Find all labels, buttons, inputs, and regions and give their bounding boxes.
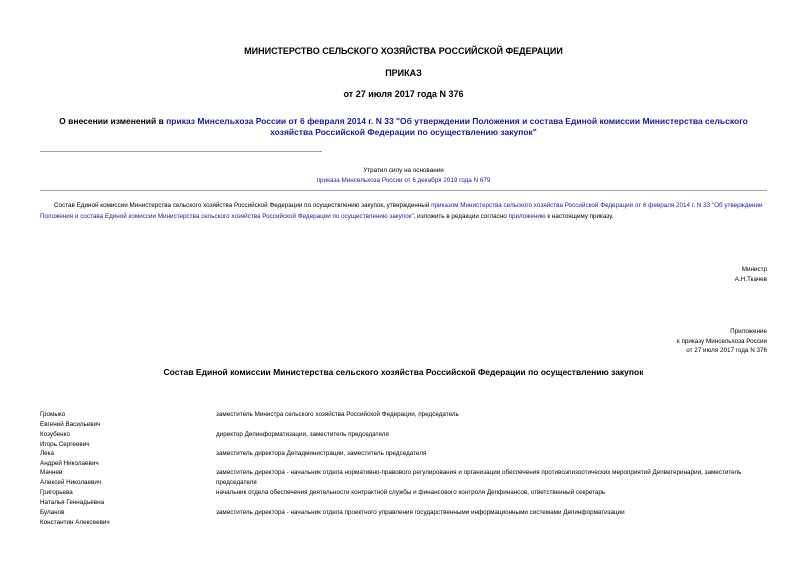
signature-block [735, 265, 767, 284]
document-date-number: от 27 июля 2017 года N 376 [343, 89, 464, 99]
member-role: заместитель директора - начальник отдела нормативно-правового регулирования и организации обеспечения противоэпизоотических мероприятий Депветеринарии, заместитель председателя [216, 469, 742, 486]
divider-short [40, 151, 322, 152]
member-given-names: Андрей Николаевич [40, 459, 99, 467]
title-order-link[interactable]: приказ Минсельхоза России от 6 февраля 2014 г. N 33 "Об утверждении Положения и состава Единой комиссии Министерства сельского хозяйства Российской Федерации по осуществлению закупок" [166, 116, 748, 137]
title-prefix: О внесении изменений в [59, 116, 167, 126]
signature-name: А.Н.Ткачев [734, 275, 767, 283]
member-surname: Буланов [40, 509, 65, 516]
appendix-header [677, 327, 767, 356]
member-name [40, 430, 210, 449]
member-role: директор Депинформатизации, заместитель председателя [216, 431, 389, 438]
member-role: заместитель Министра сельского хозяйства Российской Федерации, председатель [216, 411, 459, 418]
member-given-names: Константин Алексеевич [40, 518, 110, 526]
body-text-1: Состав Единой комиссии Министерства сельского хозяйства Российской Федерации по осуществлению закупок, утвержденный [54, 202, 432, 209]
signature-position: Министр [741, 266, 767, 273]
status-line: Утратил силу на основании [363, 167, 444, 174]
member-name [40, 449, 210, 468]
document-type: ПРИКАЗ [385, 68, 422, 78]
member-given-names: Евгений Васильевич [40, 420, 101, 428]
member-role: начальник отдела обеспечения деятельности контрактной службы и финансового контроля Депфинансов, ответственный секретарь [216, 489, 606, 496]
status-repeal-link[interactable]: приказа Минсельхоза России от 6 декабря 2019 года N 679 [316, 176, 491, 184]
member-given-names: Наталья Геннадьевна [40, 498, 105, 506]
document-title [40, 116, 767, 138]
appendix-link[interactable]: приложению [508, 213, 546, 220]
body-order-link[interactable]: приказом Министерства сельского хозяйства Российской Федерации от 6 февраля 2014 г. N 33 "Об утверждении Положения и состава Единой комиссии Министерства сельского хозяйства Российской Федерации по осуществлению закупок" [40, 202, 763, 220]
member-surname: Мачнев [40, 469, 63, 476]
member-role: заместитель директора Депадминистрации, заместитель председателя [216, 450, 427, 457]
body-text-2: , изложить в редакции согласно [413, 213, 509, 220]
ministry-name: МИНИСТЕРСТВО СЕЛЬСКОГО ХОЗЯЙСТВА РОССИЙСКОЙ ФЕДЕРАЦИИ [244, 46, 563, 56]
member-name [40, 468, 210, 487]
appendix-ref: к приказу Минсельхоза России [676, 337, 767, 345]
member-role: заместитель директора - начальник отдела проектного управления государственными информационными системами Депинформатизации [216, 509, 625, 516]
appendix-date: от 27 июля 2017 года N 376 [686, 347, 767, 354]
member-given-names: Алексей Николаевич [40, 478, 102, 486]
appendix-heading: Состав Единой комиссии Министерства сельского хозяйства Российской Федерации по осуществлению закупок [163, 367, 644, 377]
member-name [40, 410, 210, 429]
member-name [40, 508, 210, 527]
member-given-names: Игорь Сергеевич [40, 440, 90, 448]
member-surname: Григорьева [40, 489, 73, 496]
member-name [40, 488, 210, 507]
status-note [40, 166, 767, 185]
body-paragraph [40, 200, 770, 222]
member-surname: Громыко [40, 411, 66, 418]
member-surname: Козубенко [40, 431, 70, 438]
appendix-label: Приложение [730, 328, 767, 335]
divider-long [40, 190, 767, 191]
member-surname: Лека [40, 450, 55, 457]
body-text-3: к настоящему приказу. [545, 213, 614, 220]
